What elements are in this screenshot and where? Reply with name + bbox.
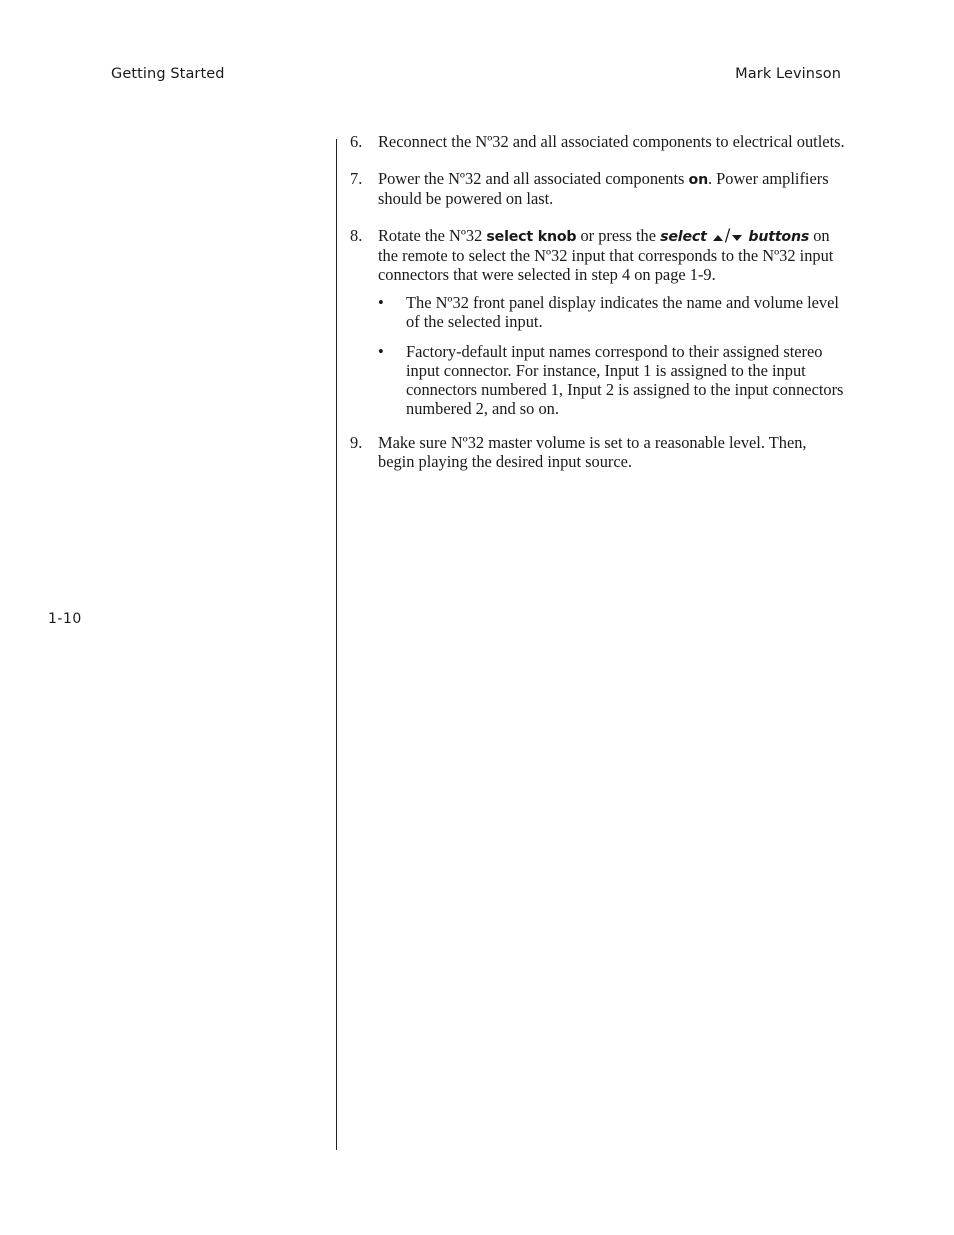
keyword-select: select bbox=[660, 229, 707, 246]
page-number: 1-10 bbox=[48, 611, 82, 627]
triangle-up-icon bbox=[713, 235, 723, 241]
running-header-section: Getting Started bbox=[111, 66, 225, 82]
bullet-text: Factory-default input names correspond to their assigned stereo input connector. For instance, Input 1 is assigned to the input connectors numbered 1, Input 2 is assigned to the input connectors numbered 2, and so on. bbox=[406, 342, 844, 418]
step-text bbox=[378, 169, 829, 208]
step-text-before: Power the Nº32 and all associated components bbox=[378, 169, 689, 189]
step-text-part1: Rotate the Nº32 bbox=[378, 226, 487, 246]
bullet-list bbox=[378, 294, 845, 419]
step-8 bbox=[350, 227, 845, 418]
bullet-dot: • bbox=[378, 292, 384, 312]
keyword-on: on bbox=[688, 172, 708, 189]
step-9 bbox=[350, 434, 845, 472]
step-number: 9. bbox=[350, 433, 363, 453]
slash: / bbox=[724, 226, 731, 246]
list-item bbox=[378, 294, 845, 332]
step-text-after: . Power amplifiers should be powered on last. bbox=[378, 169, 829, 209]
step-text-part2: or press the bbox=[576, 226, 661, 246]
step-6 bbox=[350, 133, 845, 152]
triangle-down-icon bbox=[732, 235, 742, 241]
step-number: 8. bbox=[350, 226, 363, 246]
step-7 bbox=[350, 170, 845, 209]
margin-rule bbox=[336, 139, 337, 1150]
step-number: 7. bbox=[350, 169, 363, 189]
step-text bbox=[378, 226, 833, 284]
step-text: Make sure Nº32 master volume is set to a reasonable level. Then, begin playing the desired input source. bbox=[378, 433, 807, 471]
list-item bbox=[378, 343, 845, 418]
step-text: Reconnect the Nº32 and all associated components to electrical outlets. bbox=[378, 132, 845, 151]
keyword-buttons: buttons bbox=[748, 229, 810, 246]
running-header-brand: Mark Levinson bbox=[735, 66, 841, 82]
step-number: 6. bbox=[350, 132, 363, 151]
keyword-select-knob: select knob bbox=[486, 229, 577, 246]
instruction-list bbox=[350, 133, 845, 490]
step-text-part3: on the remote to select the Nº32 input that corresponds to the Nº32 input connectors that were selected in step 4 on page 1-9. bbox=[378, 226, 834, 284]
bullet-dot: • bbox=[378, 342, 384, 362]
bullet-text: The Nº32 front panel display indicates the name and volume level of the selected input. bbox=[406, 292, 839, 331]
